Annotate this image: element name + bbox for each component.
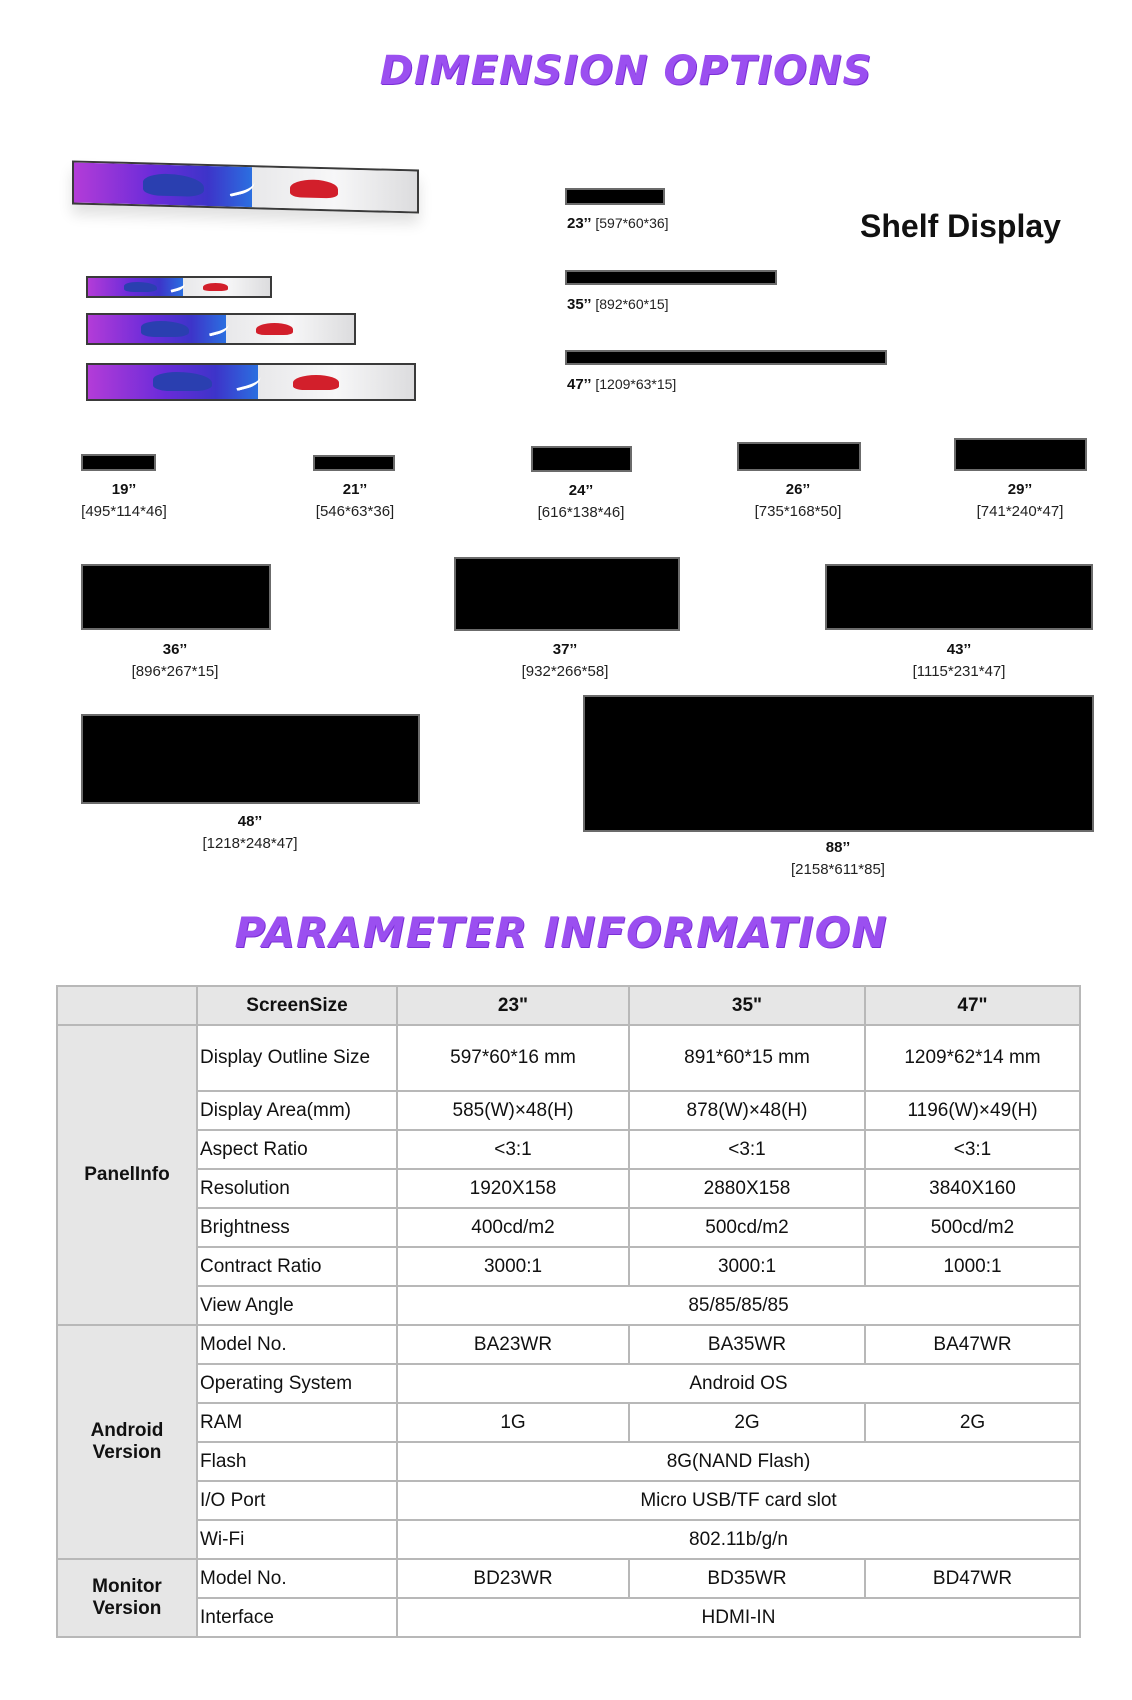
size-dims: [1209*63*15] (595, 376, 677, 392)
cell-merged: HDMI-IN (397, 1598, 1080, 1637)
size-box-24 (531, 446, 632, 472)
table-row (57, 1481, 1080, 1520)
cell: 400cd/m2 (397, 1208, 629, 1247)
row-label: Interface (197, 1598, 397, 1637)
red-shoe-icon (256, 323, 293, 336)
blue-shoe-icon (153, 372, 212, 391)
shelf-display-banner-small (86, 276, 272, 298)
header-35: 35" (629, 986, 865, 1025)
parameter-information-heading: PARAMETER INFORMATION (234, 908, 888, 957)
cell: 1209*62*14 mm (865, 1025, 1080, 1091)
size-box-37 (454, 557, 680, 631)
size-box-35 (565, 270, 777, 285)
red-shoe-icon (293, 375, 339, 390)
table-row (57, 1169, 1080, 1208)
cell: <3:1 (865, 1130, 1080, 1169)
row-label: Display Outline Size (197, 1025, 397, 1091)
size-box-21 (313, 455, 395, 471)
size-dims-43: [1115*231*47] (912, 663, 1006, 680)
cell: 585(W)×48(H) (397, 1091, 629, 1130)
header-23: 23" (397, 986, 629, 1025)
cell: 1196(W)×49(H) (865, 1091, 1080, 1130)
size-name-29: 29’’ (1007, 481, 1033, 498)
size-dims-88: [2158*611*85] (791, 861, 885, 878)
size-box-48 (81, 714, 420, 804)
cell: 500cd/m2 (629, 1208, 865, 1247)
table-row (57, 1247, 1080, 1286)
cell: <3:1 (629, 1130, 865, 1169)
size-name-43: 43’’ (946, 641, 972, 658)
cell: 597*60*16 mm (397, 1025, 629, 1091)
blue-shoe-icon (124, 282, 157, 292)
table-row (57, 1559, 1080, 1598)
header-47: 47" (865, 986, 1080, 1025)
size-box-19 (81, 454, 156, 471)
red-shoe-icon (290, 179, 338, 198)
size-name-21: 21’’ (342, 481, 368, 498)
size-dims-24: [616*138*46] (537, 504, 625, 521)
size-label-23 (567, 215, 669, 232)
size-box-23 (565, 188, 665, 205)
cell: 891*60*15 mm (629, 1025, 865, 1091)
size-dims-21: [546*63*36] (315, 503, 395, 520)
size-box-47 (565, 350, 887, 365)
group-panelinfo: PanelInfo (57, 1025, 197, 1325)
size-name-88: 88’’ (825, 839, 851, 856)
cell: 2G (865, 1403, 1080, 1442)
size-name-48: 48’’ (237, 813, 263, 830)
cell: 2G (629, 1403, 865, 1442)
cell: BA23WR (397, 1325, 629, 1364)
cell: BD35WR (629, 1559, 865, 1598)
size-dims-36: [896*267*15] (131, 663, 219, 680)
size-name: 35’’ (567, 296, 592, 313)
cell: <3:1 (397, 1130, 629, 1169)
row-label: RAM (197, 1403, 397, 1442)
row-label: Resolution (197, 1169, 397, 1208)
table-row (57, 1286, 1080, 1325)
cell: 1000:1 (865, 1247, 1080, 1286)
size-label-47 (567, 376, 676, 393)
size-name-36: 36’’ (162, 641, 188, 658)
red-shoe-icon (203, 283, 228, 291)
size-box-36 (81, 564, 271, 630)
shelf-display-banner-wide (86, 363, 416, 401)
cell-merged: 8G(NAND Flash) (397, 1442, 1080, 1481)
cell: BA35WR (629, 1325, 865, 1364)
row-label: Model No. (197, 1559, 397, 1598)
cell-merged: Micro USB/TF card slot (397, 1481, 1080, 1520)
shelf-display-label: Shelf Display (860, 208, 1061, 244)
table-row (57, 1208, 1080, 1247)
cell: 2880X158 (629, 1169, 865, 1208)
row-label: Aspect Ratio (197, 1130, 397, 1169)
cell-merged: 85/85/85/85 (397, 1286, 1080, 1325)
size-box-88 (583, 695, 1094, 832)
cell: 500cd/m2 (865, 1208, 1080, 1247)
size-dims-48: [1218*248*47] (202, 835, 298, 852)
shelf-display-banner-large (72, 160, 419, 213)
size-dims: [892*60*15] (595, 296, 669, 312)
table-row (57, 1598, 1080, 1637)
dimension-options-heading: DIMENSION OPTIONS (379, 48, 873, 94)
table-row (57, 1130, 1080, 1169)
row-label: I/O Port (197, 1481, 397, 1520)
header-empty-cell (57, 986, 197, 1025)
size-dims: [597*60*36] (595, 215, 669, 231)
group-android-version: Android Version (57, 1325, 197, 1559)
row-label: Brightness (197, 1208, 397, 1247)
table-row (57, 1325, 1080, 1364)
size-name-19: 19’’ (111, 481, 137, 498)
row-label: Wi-Fi (197, 1520, 397, 1559)
cell-merged: Android OS (397, 1364, 1080, 1403)
row-label: Operating System (197, 1364, 397, 1403)
row-label: Display Area(mm) (197, 1091, 397, 1130)
parameter-table (56, 985, 1081, 1638)
cell: BD23WR (397, 1559, 629, 1598)
size-box-29 (954, 438, 1087, 471)
size-label-35 (567, 296, 669, 313)
cell: 3000:1 (397, 1247, 629, 1286)
cell: 878(W)×48(H) (629, 1091, 865, 1130)
row-label: Contract Ratio (197, 1247, 397, 1286)
cell-merged: 802.11b/g/n (397, 1520, 1080, 1559)
size-box-26 (737, 442, 861, 471)
table-row (57, 1091, 1080, 1130)
size-name: 47’’ (567, 376, 592, 393)
cell: BD47WR (865, 1559, 1080, 1598)
table-row (57, 1520, 1080, 1559)
group-monitor-version: Monitor Version (57, 1559, 197, 1637)
header-screensize: ScreenSize (197, 986, 397, 1025)
cell: 1G (397, 1403, 629, 1442)
table-header-row (57, 986, 1080, 1025)
shelf-display-banner-medium (86, 313, 356, 345)
size-box-43 (825, 564, 1093, 630)
cell: 3000:1 (629, 1247, 865, 1286)
size-name-26: 26’’ (785, 481, 811, 498)
table-row (57, 1442, 1080, 1481)
size-dims-29: [741*240*47] (976, 503, 1064, 520)
size-dims-26: [735*168*50] (754, 503, 842, 520)
row-label: Model No. (197, 1325, 397, 1364)
row-label: View Angle (197, 1286, 397, 1325)
cell: BA47WR (865, 1325, 1080, 1364)
table-row (57, 1364, 1080, 1403)
cell: 3840X160 (865, 1169, 1080, 1208)
row-label: Flash (197, 1442, 397, 1481)
blue-shoe-icon (141, 321, 189, 336)
size-name-37: 37’’ (552, 641, 578, 658)
table-row (57, 1025, 1080, 1091)
size-dims-37: [932*266*58] (521, 663, 609, 680)
size-name-24: 24’’ (568, 482, 594, 499)
size-dims-19: [495*114*46] (81, 503, 167, 520)
cell: 1920X158 (397, 1169, 629, 1208)
table-row (57, 1403, 1080, 1442)
size-name: 23’’ (567, 215, 592, 232)
